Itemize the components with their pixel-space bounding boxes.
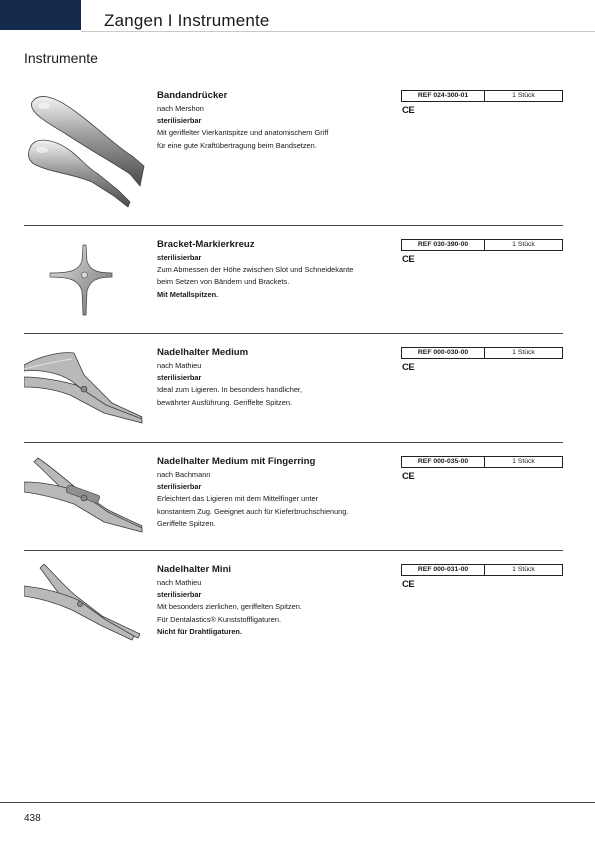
product-desc-line: Mit besonders zierlichen, geriffelten Spitzen. [157,602,302,612]
product-desc-line: Zum Abmessen der Höhe zwischen Slot und Schneidekante [157,265,354,275]
footer-rule [0,802,595,803]
needle-holder-icon [24,347,150,429]
ce-mark: CE [402,105,415,116]
product-sterile: sterilisierbar [157,116,202,126]
header-color-block [0,0,81,30]
ce-mark: CE [402,579,415,590]
marking-cross-icon [24,239,150,319]
divider [24,550,563,551]
product-author: nach Mathieu [157,578,202,587]
divider [24,442,563,443]
product-bracket-markierkreuz [24,239,563,327]
product-desc-line: beim Setzen von Bändern und Brackets. [157,277,290,287]
ref-quantity: 1 Stück [512,566,535,573]
ref-code: REF 000-035-00 [402,457,485,467]
ref-quantity: 1 Stück [512,241,535,248]
ref-box [401,347,563,359]
product-note: Nicht für Drahtligaturen. [157,626,242,636]
needle-holder-mini-icon [24,564,150,646]
ref-box [401,90,563,102]
product-author: nach Mershon [157,104,204,113]
product-author: nach Bachmann [157,470,211,479]
ref-code: REF 000-030-00 [402,348,485,358]
ce-mark: CE [402,471,415,482]
product-sterile: sterilisierbar [157,590,202,600]
ce-mark: CE [402,254,415,265]
product-nadelhalter-medium [24,347,563,437]
product-sterile: sterilisierbar [157,253,202,262]
ref-box [401,239,563,251]
ref-code: REF 030-390-00 [402,240,485,250]
product-nadelhalter-mini [24,564,563,654]
ref-box [401,564,563,576]
ref-code: REF 024-300-01 [402,91,485,101]
product-name: Nadelhalter Mini [157,564,232,575]
product-note: Mit Metallspitzen. [157,289,219,299]
product-desc-line: für eine gute Kraftübertragung beim Bandsetzen. [157,140,317,150]
product-bandandruecker [24,90,563,220]
product-desc-line: Ideal zum Ligieren. In besonders handlicher, [157,385,303,395]
product-sterile: sterilisierbar [157,373,202,383]
product-desc-line: bewährter Ausführung. Geriffelte Spitzen. [157,397,293,407]
ref-quantity: 1 Stück [512,92,535,99]
product-name: Nadelhalter Medium [157,347,249,358]
product-desc-line: Für Dentalastics® Kunststoffligaturen. [157,614,282,624]
divider [24,333,563,334]
ref-quantity: 1 Stück [512,349,535,356]
product-sterile: sterilisierbar [157,482,202,492]
ref-box [401,456,563,468]
product-name: Bandandrücker [157,90,228,101]
product-desc-line: konstantem Zug. Geeignet auch für Kieferbruchschienung. [157,506,349,516]
ce-mark: CE [402,362,415,373]
header-rule [81,31,595,32]
needle-holder-fingerring-icon [24,456,150,538]
ref-quantity: 1 Stück [512,458,535,465]
section-title: Instrumente [24,50,98,66]
product-name: Nadelhalter Medium mit Fingerring [157,456,316,467]
product-desc-line: Geriffelte Spitzen. [157,518,216,528]
band-pusher-icon [24,90,150,212]
chapter-title: Zangen I Instrumente [104,11,270,30]
product-desc-line: Erleichtert das Ligieren mit dem Mittelfinger unter [157,494,319,504]
page-number: 438 [24,813,41,824]
product-author: nach Mathieu [157,361,202,370]
divider [24,225,563,226]
product-nadelhalter-medium-fingerring [24,456,563,546]
ref-code: REF 000-031-00 [402,565,485,575]
product-name: Bracket-Markierkreuz [157,239,255,250]
product-desc-line: Mit geriffelter Vierkantspitze und anatomischem Griff [157,128,329,138]
